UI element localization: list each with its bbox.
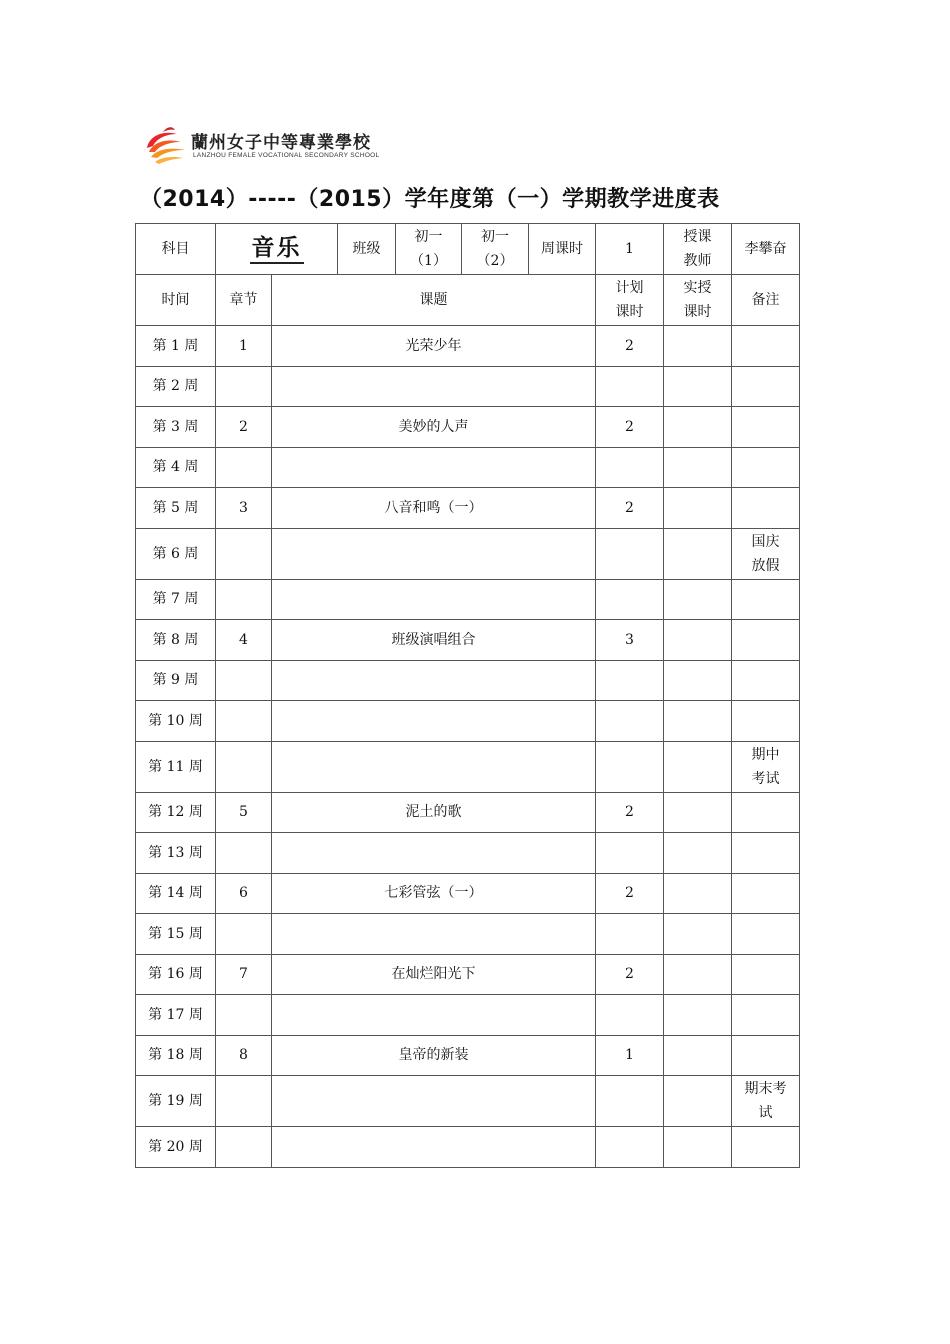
week-cell: 第 9 周 [136,660,216,701]
plan-hours-cell [596,528,664,579]
table-row [136,792,800,833]
week-cell: 第 16 周 [136,954,216,995]
table-row [136,701,800,742]
plan-hours-cell [596,914,664,955]
table-row [136,833,800,874]
school-name-cn: 蘭州女子中等專業學校 [191,133,371,153]
note-cell [732,1076,800,1127]
col-plan-top: 计划 [615,280,644,296]
table-row [136,407,800,448]
chapter-cell: 8 [216,1035,272,1076]
topic-cell [272,995,596,1036]
col-chapter: 章节 [216,275,272,326]
topic-cell [272,833,596,874]
week-cell: 第 17 周 [136,995,216,1036]
topic-cell: 光荣少年 [272,326,596,367]
note-cell [732,660,800,701]
topic-cell: 泥土的歌 [272,792,596,833]
topic-cell: 美妙的人声 [272,407,596,448]
chapter-cell: 3 [216,488,272,529]
note-cell [732,954,800,995]
school-emblem-icon [143,122,189,168]
table-row [136,1076,800,1127]
actual-hours-cell [664,366,732,407]
chapter-cell [216,1127,272,1168]
note-cell [732,873,800,914]
note-cell [732,1035,800,1076]
note-cell [732,995,800,1036]
table-row [136,579,800,620]
schedule-table [135,223,800,1168]
class-1-cell [396,224,462,275]
class-2-top: 初一 [481,229,509,245]
chapter-cell [216,995,272,1036]
subject-value: 音乐 [250,234,304,264]
col-plan-bottom: 课时 [615,304,644,320]
week-cell: 第 1 周 [136,326,216,367]
col-time: 时间 [136,275,216,326]
class-2-bottom: （2） [476,253,514,269]
plan-hours-cell [596,1127,664,1168]
chapter-cell [216,366,272,407]
note-line: 期末考 [744,1081,787,1097]
note-cell [732,579,800,620]
plan-hours-cell: 2 [596,407,664,448]
table-row [136,1035,800,1076]
plan-hours-cell [596,995,664,1036]
column-header-row [136,275,800,326]
col-actual-top: 实授 [683,280,712,296]
actual-hours-cell [664,995,732,1036]
note-cell [732,407,800,448]
class-1-bottom: （1） [410,253,447,269]
table-row [136,995,800,1036]
topic-cell [272,741,596,792]
week-cell: 第 6 周 [136,528,216,579]
chapter-cell: 2 [216,407,272,448]
table-row [136,1127,800,1168]
chapter-cell [216,447,272,488]
school-logo [143,122,380,168]
note-cell [732,833,800,874]
topic-cell: 班级演唱组合 [272,620,596,661]
plan-hours-cell [596,741,664,792]
col-note: 备注 [732,275,800,326]
topic-cell [272,701,596,742]
plan-hours-cell: 2 [596,326,664,367]
week-cell: 第 15 周 [136,914,216,955]
week-cell: 第 5 周 [136,488,216,529]
note-cell [732,488,800,529]
week-cell: 第 7 周 [136,579,216,620]
week-cell: 第 2 周 [136,366,216,407]
table-row [136,873,800,914]
actual-hours-cell [664,326,732,367]
plan-hours-cell [596,660,664,701]
plan-hours-cell [596,447,664,488]
chapter-cell: 7 [216,954,272,995]
header-row-1 [136,224,800,275]
topic-cell [272,1076,596,1127]
class-1-top: 初一 [414,229,443,245]
topic-cell [272,1127,596,1168]
note-cell [732,741,800,792]
chapter-cell [216,528,272,579]
document-title: （2014）-----（2015）学年度第（一）学期教学进度表 [140,187,720,212]
actual-hours-cell [664,792,732,833]
table-row [136,528,800,579]
table-row [136,954,800,995]
topic-cell: 皇帝的新装 [272,1035,596,1076]
class-2-cell [462,224,529,275]
col-topic: 课题 [272,275,596,326]
plan-hours-cell [596,366,664,407]
actual-hours-cell [664,914,732,955]
week-cell: 第 18 周 [136,1035,216,1076]
topic-cell: 在灿烂阳光下 [272,954,596,995]
note-cell [732,620,800,661]
actual-hours-cell [664,833,732,874]
topic-cell [272,447,596,488]
plan-hours-cell [596,579,664,620]
week-cell: 第 12 周 [136,792,216,833]
week-cell: 第 4 周 [136,447,216,488]
week-cell: 第 11 周 [136,741,216,792]
actual-hours-cell [664,407,732,448]
actual-hours-cell [664,1127,732,1168]
actual-hours-cell [664,528,732,579]
week-cell: 第 10 周 [136,701,216,742]
table-row [136,660,800,701]
note-cell [732,326,800,367]
chapter-cell [216,1076,272,1127]
col-actual-hours [664,275,732,326]
actual-hours-cell [664,873,732,914]
school-name-en: LANZHOU FEMALE VOCATIONAL SECONDARY SCHOOL [193,152,380,159]
teacher-label-top: 授课 [683,229,712,245]
note-line: 考试 [751,770,780,787]
note-line: 试 [758,1105,773,1121]
subject-label: 科目 [136,224,216,275]
topic-cell: 八音和鸣（一） [272,488,596,529]
note-cell [732,528,800,579]
note-cell [732,366,800,407]
plan-hours-cell: 2 [596,954,664,995]
actual-hours-cell [664,741,732,792]
actual-hours-cell [664,660,732,701]
table-row [136,366,800,407]
plan-hours-cell: 1 [596,1035,664,1076]
chapter-cell [216,579,272,620]
chapter-cell [216,833,272,874]
chapter-cell [216,660,272,701]
chapter-cell [216,741,272,792]
topic-cell [272,528,596,579]
actual-hours-cell [664,620,732,661]
topic-cell: 七彩管弦（一） [272,873,596,914]
topic-cell [272,366,596,407]
note-line: 放假 [751,557,780,574]
plan-hours-cell: 2 [596,873,664,914]
actual-hours-cell [664,579,732,620]
note-cell [732,1127,800,1168]
topic-cell [272,579,596,620]
week-cell: 第 3 周 [136,407,216,448]
actual-hours-cell [664,488,732,529]
week-cell: 第 13 周 [136,833,216,874]
chapter-cell: 5 [216,792,272,833]
week-cell: 第 8 周 [136,620,216,661]
table-row [136,447,800,488]
actual-hours-cell [664,447,732,488]
week-cell: 第 19 周 [136,1076,216,1127]
plan-hours-cell [596,833,664,874]
plan-hours-cell [596,701,664,742]
note-cell [732,447,800,488]
teacher-label [664,224,732,275]
chapter-cell [216,914,272,955]
weekly-hours-value: 1 [596,224,664,275]
note-line: 期中 [751,746,780,763]
chapter-cell: 4 [216,620,272,661]
actual-hours-cell [664,954,732,995]
chapter-cell: 6 [216,873,272,914]
table-row [136,488,800,529]
plan-hours-cell: 2 [596,488,664,529]
col-actual-bottom: 课时 [683,304,712,320]
plan-hours-cell: 2 [596,792,664,833]
plan-hours-cell [596,1076,664,1127]
teacher-value: 李攀奋 [732,224,800,275]
weekly-hours-label: 周课时 [529,224,596,275]
chapter-cell: 1 [216,326,272,367]
topic-cell [272,914,596,955]
note-cell [732,914,800,955]
actual-hours-cell [664,1076,732,1127]
note-line: 国庆 [751,533,780,550]
note-cell [732,701,800,742]
chapter-cell [216,701,272,742]
table-row [136,914,800,955]
table-row [136,741,800,792]
week-cell: 第 20 周 [136,1127,216,1168]
note-cell [732,792,800,833]
actual-hours-cell [664,701,732,742]
table-row [136,620,800,661]
teacher-label-bottom: 教师 [683,253,712,269]
plan-hours-cell: 3 [596,620,664,661]
week-cell: 第 14 周 [136,873,216,914]
actual-hours-cell [664,1035,732,1076]
col-plan-hours [596,275,664,326]
topic-cell [272,660,596,701]
class-label: 班级 [338,224,396,275]
subject-value-cell [216,224,338,275]
table-row [136,326,800,367]
